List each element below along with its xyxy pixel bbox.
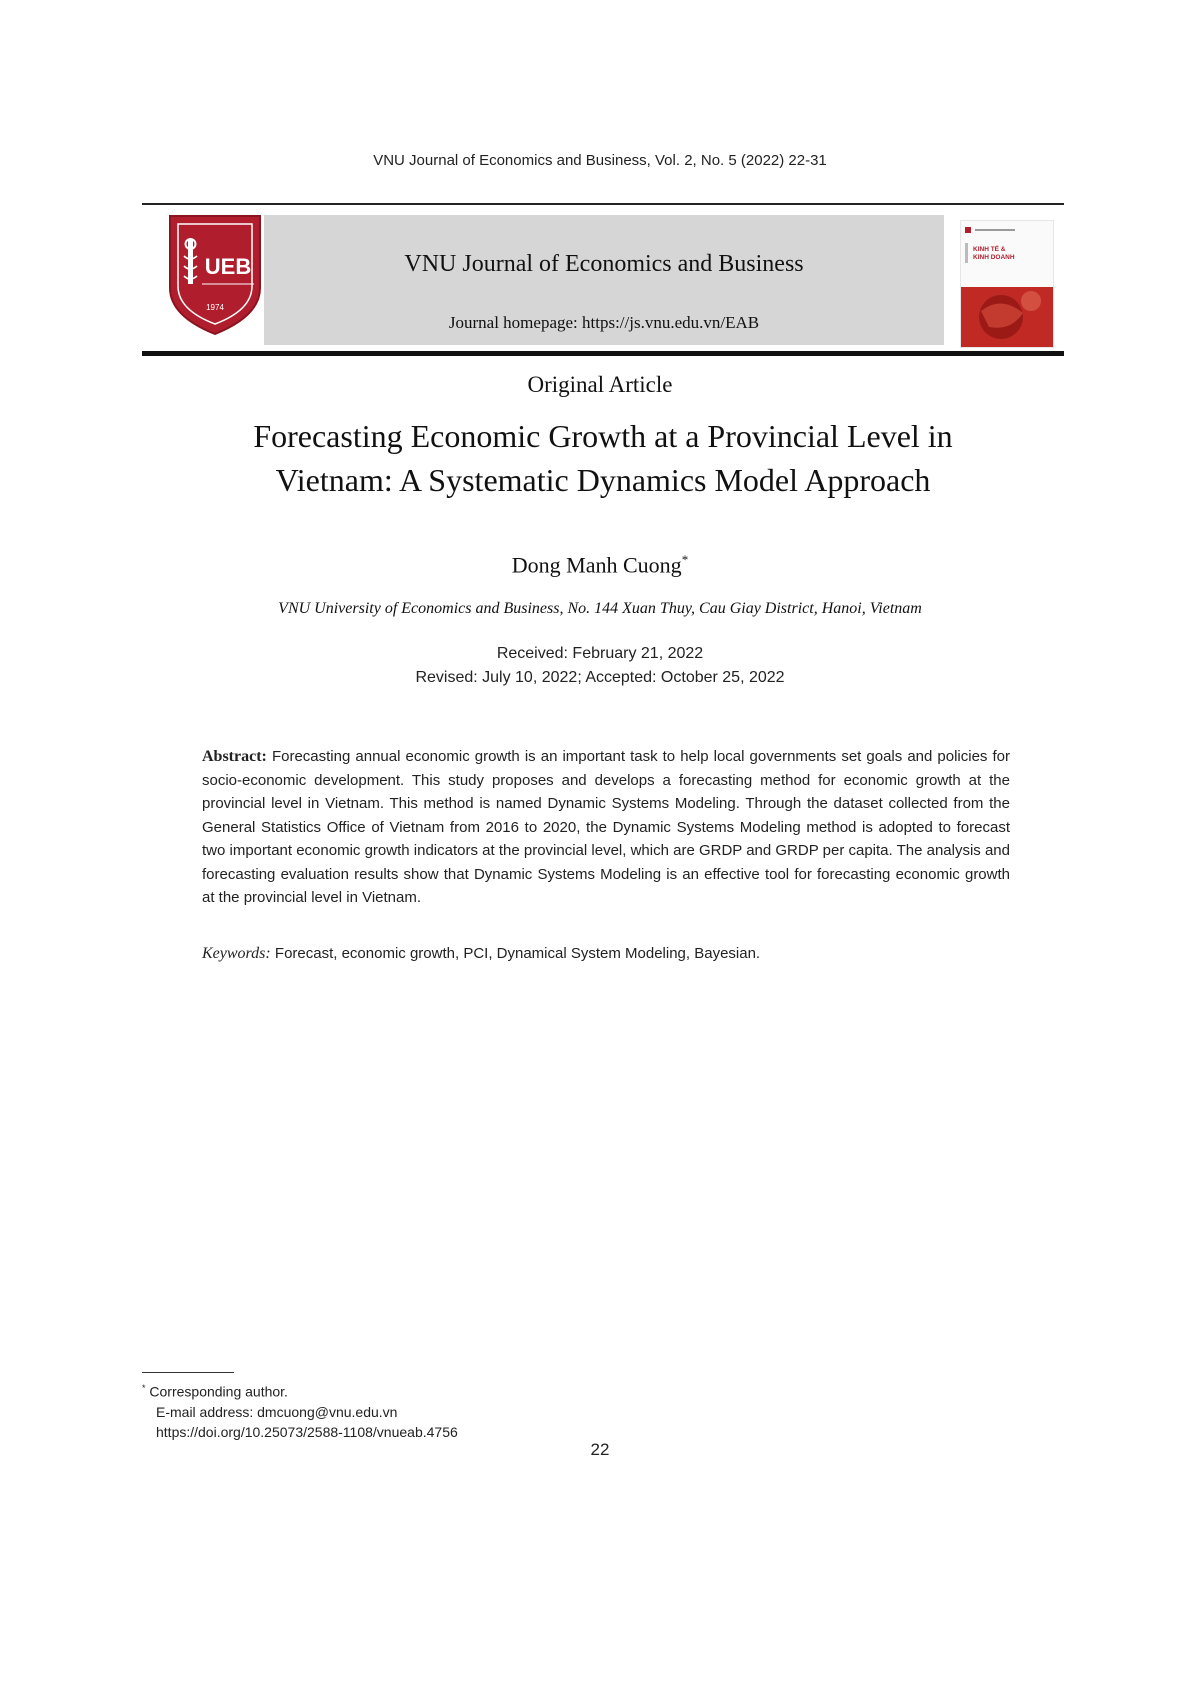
article-dates: [0, 642, 1200, 690]
running-header: VNU Journal of Economics and Business, Vol. 2, No. 5 (2022) 22-31: [373, 152, 827, 169]
footnote: [142, 1378, 742, 1442]
footnote-marker: *: [142, 1383, 146, 1393]
author: [0, 552, 1200, 578]
logo-text: UEB: [204, 254, 252, 279]
title-line-1: Forecasting Economic Growth at a Provincial Level in: [253, 418, 953, 454]
journal-title-box: [264, 215, 944, 345]
logo-year: 1974: [206, 303, 224, 312]
journal-cover-image: [960, 220, 1054, 348]
cover-title-line2: KINH DOANH: [973, 254, 1015, 261]
journal-name: VNU Journal of Economics and Business: [404, 251, 804, 277]
article-type: Original Article: [527, 372, 673, 397]
revised-accepted-date: Revised: July 10, 2022; Accepted: October 25, 2022: [415, 669, 785, 686]
keywords: [202, 945, 1010, 963]
abstract: [202, 745, 1010, 910]
footnote-doi[interactable]: https://doi.org/10.25073/2588-1108/vnueab.4756: [156, 1423, 458, 1440]
article-title: [170, 414, 1036, 502]
banner-bottom-rule: [142, 351, 1064, 356]
corresponding-author-note: Corresponding author.: [149, 1383, 288, 1400]
received-date: Received: February 21, 2022: [496, 645, 704, 662]
journal-homepage: Journal homepage: https://js.vnu.edu.vn/EAB: [448, 313, 760, 332]
journal-banner: [142, 210, 1064, 348]
footnote-rule: [142, 1372, 234, 1373]
page-number: 22: [590, 1440, 610, 1459]
abstract-label: Abstract:: [202, 748, 267, 765]
keywords-text: Forecast, economic growth, PCI, Dynamical System Modeling, Bayesian.: [274, 945, 761, 962]
keywords-label: Keywords:: [202, 945, 271, 962]
ueb-logo: [166, 212, 264, 338]
affiliation: VNU University of Economics and Business, No. 144 Xuan Thuy, Cau Giay District, Hanoi, Vietnam: [278, 600, 922, 617]
author-marker: *: [681, 552, 689, 567]
header-rule: [142, 203, 1064, 205]
title-line-2: Vietnam: A Systematic Dynamics Model Approach: [275, 462, 931, 498]
footnote-email: E-mail address: dmcuong@vnu.edu.vn: [156, 1403, 398, 1420]
author-name: Dong Manh Cuong: [511, 552, 682, 578]
cover-title-line1: KINH TẾ &: [973, 246, 1006, 253]
abstract-text: Forecasting annual economic growth is an important task to help local governments set goals and policies for socio-economic development. This study proposes and develops a forecasting method for economic growth at the provincial level in Vietnam. This method is named Dynamic Systems Modeling. Through the dataset collected from the General Statistics Office of Vietnam from 2016 to 2020, the Dynamic Systems Modeling method is adopted to forecast two important economic growth indicators at the provincial level, which are GRDP and GRDP per capita. The analysis and forecasting evaluation results show that Dynamic Systems Modeling is an effective tool for forecasting economic growth at the provincial level in Vietnam.: [202, 748, 1010, 906]
